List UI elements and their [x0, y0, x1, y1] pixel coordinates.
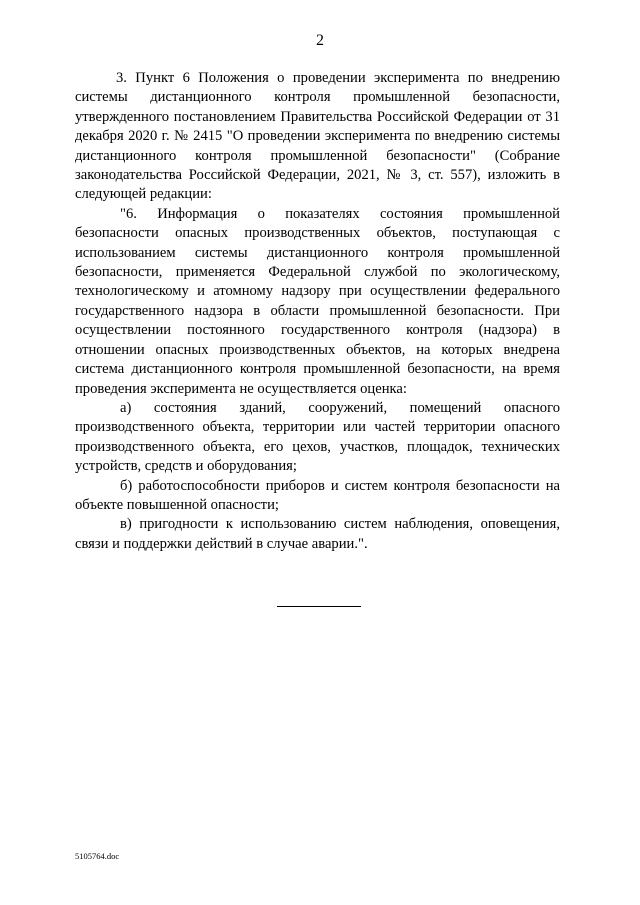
end-of-text-rule: [277, 606, 361, 607]
document-body: [75, 69, 560, 554]
paragraph-amendment-intro: 3. Пункт 6 Положения о проведении эксперимента по внедрению системы дистанционного контроля промышленной безопасности, утвержденного постановлением Правительства Российской Федерации от 31 декабря 2020 г. № 2415 "О проведении эксперимента по внедрению системы дистанционного контроля промышленной безопасности" (Собрание законодательства Российской Федерации, 2021, № 3, ст. 557), изложить в следующей редакции:: [75, 70, 560, 203]
page-number: 2: [316, 32, 324, 49]
paragraph-subitem-a: а) состояния зданий, сооружений, помещений опасного производственного объекта, территории или частей территории опасного производственного объекта, его цехов, участков, площадок, технических устройств, средств и оборудования;: [75, 399, 560, 475]
paragraph-subitem-v: в) пригодности к использованию систем наблюдения, оповещения, связи и поддержки действий в случае аварии.".: [75, 516, 560, 552]
paragraph-subitem-b: б) работоспособности приборов и систем контроля безопасности на объекте повышенной опасности;: [75, 477, 560, 513]
document-code: 5105764.doc: [75, 851, 120, 861]
paragraph-item-6: "6. Информация о показателях состояния промышленной безопасности опасных производственных объектов, поступающая с использованием системы дистанционного контроля промышленной безопасности, применяется Федеральной службой по экологическому, технологическому и атомному надзору при осуществлении федерального государственного надзора в области промышленной безопасности. При осуществлении постоянного государственного контроля (надзора) в отношении опасных производственных объектов, на которых внедрена система дистанционного контроля промышленной безопасности, на время проведения эксперимента не осуществляется оценка:: [75, 205, 560, 397]
